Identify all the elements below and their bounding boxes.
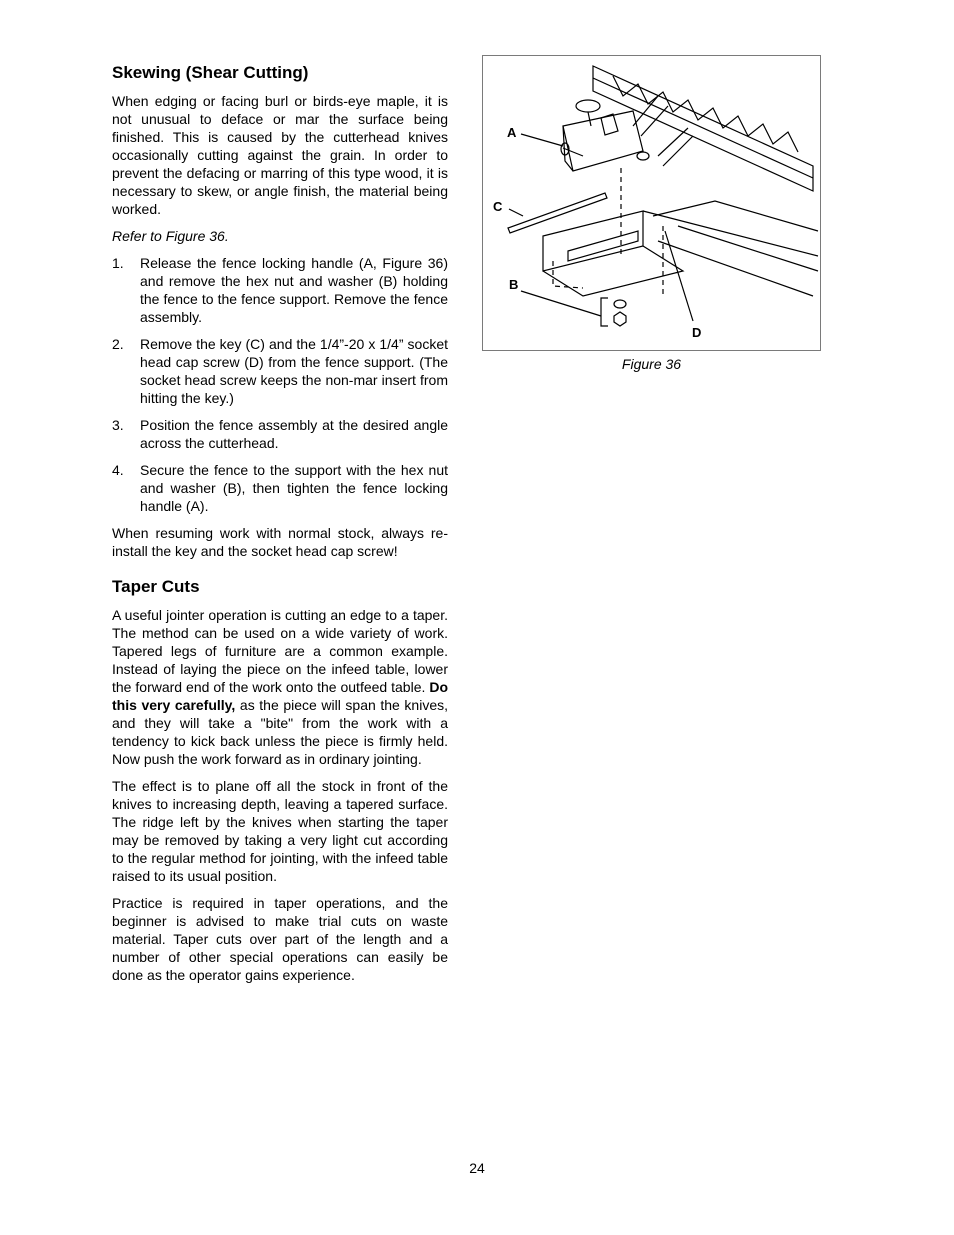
step-number: 4. bbox=[112, 462, 124, 478]
callout-b: B bbox=[509, 277, 519, 292]
hex-nut bbox=[614, 312, 626, 326]
step-text: Release the fence locking handle (A, Figure 36) and remove the hex nut and washer (B) holding the fence to the fence support. Remove the fence assembly. bbox=[140, 255, 448, 325]
callout-d: D bbox=[692, 325, 702, 340]
taper-p1-text-end: as the piece will span the knives, and they will take a "bite" from the work with a tendency to kick back unless the piece is firmly held. Now push the work forward as in ordinary jointing. bbox=[112, 697, 448, 767]
section-heading-taper-cuts: Taper Cuts bbox=[112, 577, 200, 596]
step-number: 2. bbox=[112, 336, 124, 352]
washer bbox=[614, 300, 626, 308]
fence-assembly-illustration bbox=[483, 56, 820, 350]
list-item bbox=[112, 254, 448, 326]
figure-caption: Figure 36 bbox=[621, 356, 682, 372]
step-number: 3. bbox=[112, 417, 124, 433]
list-item bbox=[112, 416, 448, 452]
taper-paragraph-1 bbox=[112, 606, 448, 768]
taper-p1-warning: Do this very carefully, bbox=[112, 679, 448, 713]
step-text: Position the fence assembly at the desired angle across the cutterhead. bbox=[140, 417, 448, 451]
taper-paragraph-3: Practice is required in taper operations, and the beginner is advised to make trial cuts on waste material. Taper cuts over part of the length and a number of other special operations can easily be done as the operator gains experience. bbox=[112, 895, 448, 983]
step-text: Remove the key (C) and the 1/4”-20 x 1/4” socket head cap screw (D) from the fence support. (The socket head screw keeps the non-mar insert from hitting the key.) bbox=[140, 336, 448, 406]
list-item bbox=[112, 335, 448, 407]
figure-reference: Refer to Figure 36. bbox=[112, 228, 229, 244]
list-item bbox=[112, 461, 448, 515]
section-heading-skewing: Skewing (Shear Cutting) bbox=[112, 63, 309, 82]
figure-36-frame bbox=[482, 55, 821, 351]
key-part bbox=[508, 193, 607, 233]
step-number: 1. bbox=[112, 255, 124, 271]
step-text: Secure the fence to the support with the hex nut and washer (B), then tighten the fence locking handle (A). bbox=[140, 462, 448, 514]
page-number: 24 bbox=[469, 1160, 485, 1176]
skewing-steps-list bbox=[112, 254, 448, 515]
locking-knob bbox=[576, 100, 600, 112]
skewing-intro-paragraph: When edging or facing burl or birds-eye maple, it is not unusual to deface or mar the surface being finished. This is caused by the cutterhead knives occasionally cutting against the grain. In order to prevent the defacing or marring of this type wood, it is necessary to skew, or angle finish, the material being worked. bbox=[112, 93, 448, 217]
callout-a: A bbox=[507, 125, 517, 140]
text-column bbox=[112, 62, 448, 993]
callout-c: C bbox=[493, 199, 503, 214]
skewing-closing-paragraph: When resuming work with normal stock, always re-install the key and the socket head cap screw! bbox=[112, 525, 448, 559]
fence-block bbox=[563, 111, 643, 171]
taper-paragraph-2: The effect is to plane off all the stock in front of the knives to increasing depth, leaving a tapered surface. The ridge left by the knives when starting the taper may be removed by taking a very light cut according to the regular method for jointing, with the infeed table raised to its usual position. bbox=[112, 778, 448, 884]
taper-p1-text: A useful jointer operation is cutting an edge to a taper. The method can be used on a wide variety of work. Tapered legs of furniture are a common example. Instead of laying the piece on the infeed table, lower the forward end of the work onto the outfeed table. bbox=[112, 607, 448, 695]
